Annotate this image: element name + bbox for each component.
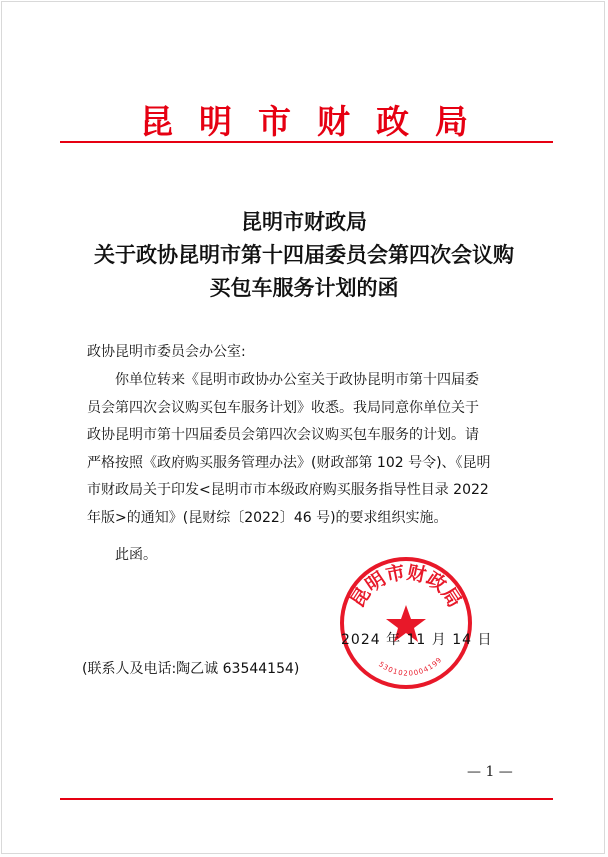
issue-date: 2024 年 11 月 14 日	[341, 632, 493, 648]
seal-code: 5301020004199	[377, 655, 444, 678]
svg-text:昆明市财政局	[346, 560, 465, 611]
body-paragraph	[87, 367, 537, 532]
body-line: 你单位转来《昆明市政协办公室关于政协昆明市第十四届委	[115, 372, 479, 388]
footer-red-rule	[60, 798, 553, 800]
svg-text:5301020004199	[377, 656, 444, 678]
contact-info: (联系人及电话:陶乙诚 63544154)	[82, 661, 300, 677]
body-line: 年版>的通知》(昆财综〔2022〕46 号)的要求组织实施。	[87, 509, 448, 526]
closing-text: 此函。	[115, 547, 157, 563]
doc-title-line-1: 昆明市财政局	[241, 209, 367, 234]
doc-title-line-3: 买包车服务计划的函	[209, 275, 399, 300]
body-line: 政协昆明市第十四届委员会第四次会议购买包车服务的计划。请	[87, 427, 479, 443]
masthead-red-rule	[60, 141, 553, 143]
salutation: 政协昆明市委员会办公室:	[87, 344, 246, 360]
masthead-title: 昆明市财政局	[140, 102, 494, 141]
seal-text: 昆明市财政局	[346, 561, 466, 612]
body-line: 员会第四次会议购买包车服务计划》收悉。我局同意你单位关于	[87, 399, 479, 416]
body-line: 严格按照《政府购买服务管理办法》(财政部第 102 号令)、《昆明	[87, 454, 491, 471]
official-seal	[336, 553, 476, 693]
page-number: — 1 —	[467, 764, 513, 780]
body-line: 市财政局关于印发<昆明市市本级政府购买服务指导性目录 2022	[87, 482, 489, 498]
doc-title-line-2: 关于政协昆明市第十四届委员会第四次会议购	[94, 242, 514, 267]
